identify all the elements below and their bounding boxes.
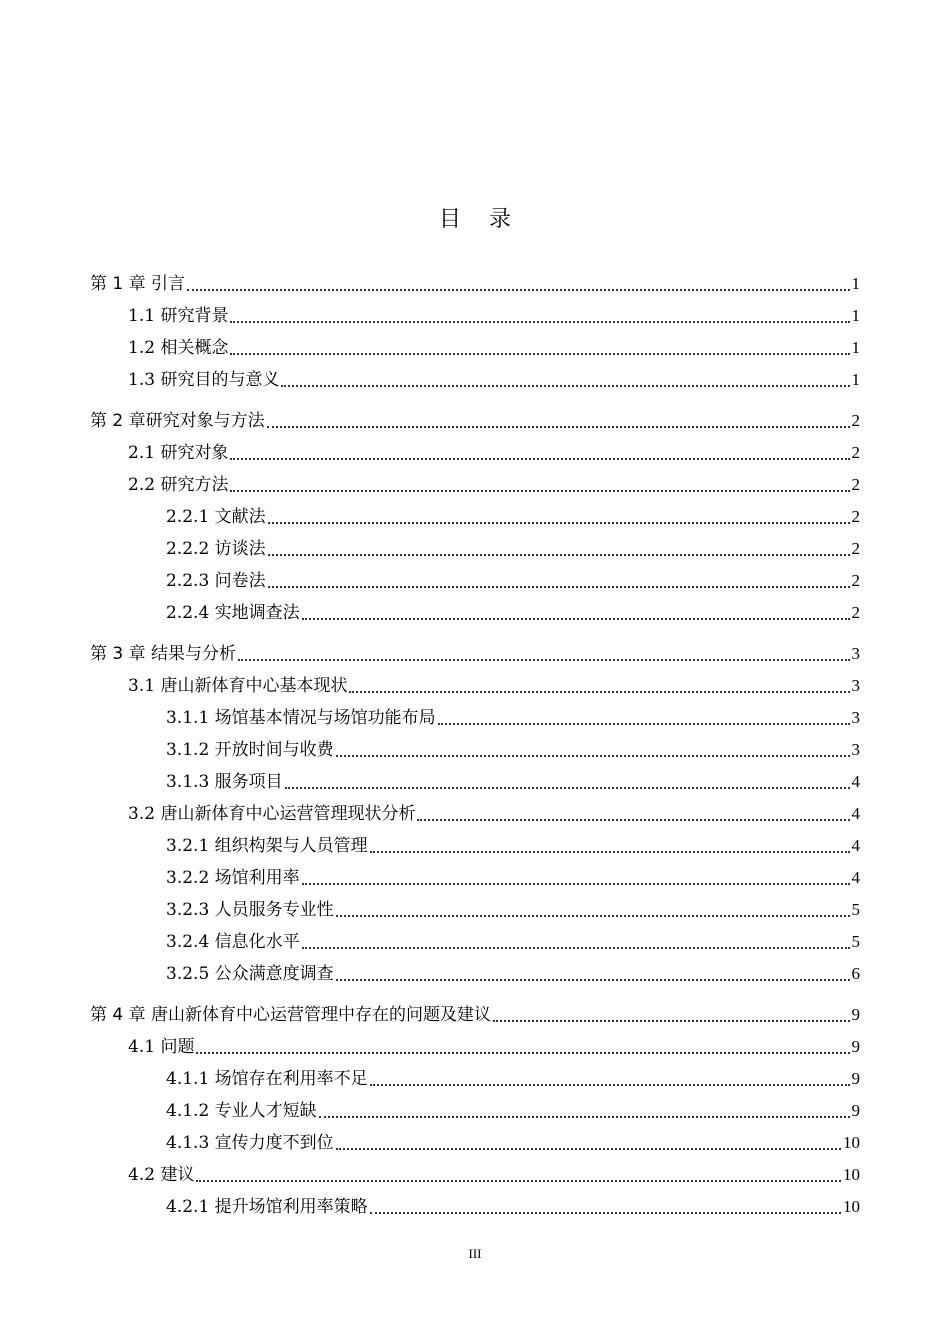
- toc-entry-text: 3.2.3 人员服务专业性: [166, 900, 334, 920]
- toc-entry[interactable]: [90, 437, 860, 469]
- toc-entry-page: 1: [851, 370, 860, 389]
- toc-entry-text: 第 3 章 结果与分析: [90, 644, 237, 664]
- toc-dot-leader: [368, 1063, 852, 1095]
- toc-title: [0, 202, 950, 233]
- toc-dot-leader: [300, 597, 852, 629]
- toc-entry-text: 3.2.5 公众满意度调查: [166, 964, 334, 984]
- toc-dot-leader: [283, 766, 852, 798]
- toc-entry-page: 2: [851, 571, 860, 590]
- toc-entry[interactable]: [90, 638, 860, 670]
- toc-entry-page: 9: [851, 1005, 860, 1024]
- toc-entry[interactable]: [90, 894, 860, 926]
- toc-entry-page: 4: [851, 804, 860, 823]
- toc-entry[interactable]: [90, 862, 860, 894]
- toc-dot-leader: [334, 1127, 843, 1159]
- toc-entry-text: 3.2.1 组织构架与人员管理: [166, 836, 368, 856]
- toc-entry[interactable]: [90, 533, 860, 565]
- toc-dot-leader: [185, 268, 851, 300]
- toc-entry-page: 9: [851, 1037, 860, 1056]
- toc-entry-page: 5: [851, 900, 860, 919]
- toc-entry-text: 4.1.3 宣传力度不到位: [166, 1133, 334, 1153]
- toc-entry-page: 3: [851, 708, 860, 727]
- toc-dot-leader: [194, 1159, 843, 1191]
- toc-entry-text: 3.2.2 场馆利用率: [166, 868, 300, 888]
- toc-entry-text: 第 1 章 引言: [90, 274, 186, 294]
- toc-entry[interactable]: [90, 1127, 860, 1159]
- toc-entry[interactable]: [90, 702, 860, 734]
- toc-entry-text: 4.2 建议: [128, 1165, 195, 1185]
- toc-entry[interactable]: [90, 958, 860, 990]
- toc-entry-page: 3: [851, 676, 860, 695]
- toc-dot-leader: [228, 332, 851, 364]
- toc-entry-page: 10: [843, 1165, 860, 1184]
- toc-entry[interactable]: [90, 364, 860, 396]
- toc-dot-leader: [491, 999, 851, 1031]
- toc-dot-leader: [228, 469, 851, 501]
- toc-dot-leader: [228, 300, 851, 332]
- toc-entry[interactable]: [90, 1191, 860, 1223]
- toc-entry-page: 2: [851, 411, 860, 430]
- toc-entry-text: 3.1.3 服务项目: [166, 772, 283, 792]
- toc-title-char-2: 录: [489, 207, 512, 232]
- toc-entry[interactable]: [90, 766, 860, 798]
- toc-entry-page: 2: [851, 507, 860, 526]
- toc-dot-leader: [368, 1191, 843, 1223]
- toc-dot-leader: [415, 798, 851, 830]
- toc-entry-text: 4.1.2 专业人才短缺: [166, 1101, 317, 1121]
- toc-entry-text: 2.1 研究对象: [128, 443, 229, 463]
- toc-entry-page: 2: [851, 443, 860, 462]
- toc-entry-page: 1: [851, 274, 860, 293]
- toc-entry-page: 2: [851, 603, 860, 622]
- toc-dot-leader: [194, 1031, 851, 1063]
- toc-entry-text: 第 4 章 唐山新体育中心运营管理中存在的问题及建议: [90, 1005, 492, 1025]
- toc-entry-page: 2: [851, 475, 860, 494]
- toc-entry-page: 6: [851, 964, 860, 983]
- toc-entry[interactable]: [90, 597, 860, 629]
- toc-dot-leader: [317, 1095, 852, 1127]
- toc-entry[interactable]: [90, 501, 860, 533]
- toc-dot-leader: [266, 565, 852, 597]
- toc-entry-page: 10: [843, 1133, 860, 1152]
- toc-entry-text: 4.1.1 场馆存在利用率不足: [166, 1069, 368, 1089]
- toc-dot-leader: [266, 533, 852, 565]
- toc-title-char-1: 目: [438, 207, 461, 232]
- toc-entry[interactable]: [90, 405, 860, 437]
- toc-entry-text: 3.2.4 信息化水平: [166, 932, 300, 952]
- toc-entry-text: 2.2 研究方法: [128, 475, 229, 495]
- toc-entry-page: 4: [851, 836, 860, 855]
- toc-dot-leader: [334, 734, 852, 766]
- toc-entry[interactable]: [90, 670, 860, 702]
- toc-entry-text: 1.2 相关概念: [128, 338, 229, 358]
- toc-dot-leader: [334, 958, 852, 990]
- toc-entry-page: 5: [851, 932, 860, 951]
- toc-dot-leader: [300, 862, 852, 894]
- toc-dot-leader: [236, 638, 851, 670]
- toc-entry[interactable]: [90, 1031, 860, 1063]
- table-of-contents: [90, 268, 860, 1223]
- toc-dot-leader: [436, 702, 852, 734]
- toc-entry-page: 3: [851, 740, 860, 759]
- toc-entry-text: 1.1 研究背景: [128, 306, 229, 326]
- toc-entry-text: 3.1 唐山新体育中心基本现状: [128, 676, 348, 696]
- toc-entry-page: 4: [851, 772, 860, 791]
- toc-entry-text: 2.2.4 实地调查法: [166, 603, 300, 623]
- toc-entry-page: 1: [851, 338, 860, 357]
- toc-dot-leader: [228, 437, 851, 469]
- toc-entry-text: 2.2.3 问卷法: [166, 571, 266, 591]
- toc-dot-leader: [368, 830, 852, 862]
- toc-entry[interactable]: [90, 926, 860, 958]
- toc-entry-text: 2.2.2 访谈法: [166, 539, 266, 559]
- toc-entry[interactable]: [90, 300, 860, 332]
- toc-entry-page: 3: [851, 644, 860, 663]
- toc-entry[interactable]: [90, 1095, 860, 1127]
- toc-entry[interactable]: [90, 469, 860, 501]
- toc-dot-leader: [265, 405, 852, 437]
- toc-entry-page: 10: [843, 1197, 860, 1216]
- toc-entry-text: 3.1.2 开放时间与收费: [166, 740, 334, 760]
- toc-entry[interactable]: [90, 565, 860, 597]
- toc-entry-text: 4.1 问题: [128, 1037, 195, 1057]
- toc-entry[interactable]: [90, 268, 860, 300]
- toc-entry-text: 4.2.1 提升场馆利用率策略: [166, 1197, 368, 1217]
- toc-entry[interactable]: [90, 1063, 860, 1095]
- toc-entry[interactable]: [90, 830, 860, 862]
- toc-dot-leader: [334, 894, 852, 926]
- toc-entry[interactable]: [90, 734, 860, 766]
- toc-entry-page: 1: [851, 306, 860, 325]
- toc-entry-page: 4: [851, 868, 860, 887]
- toc-entry[interactable]: [90, 1159, 860, 1191]
- toc-entry-text: 3.2 唐山新体育中心运营管理现状分析: [128, 804, 416, 824]
- toc-entry-text: 1.3 研究目的与意义: [128, 370, 280, 390]
- toc-entry[interactable]: [90, 332, 860, 364]
- toc-entry-page: 2: [851, 539, 860, 558]
- toc-dot-leader: [279, 364, 851, 396]
- toc-entry-text: 第 2 章研究对象与方法: [90, 411, 265, 431]
- toc-entry-page: 9: [851, 1069, 860, 1088]
- toc-entry-text: 3.1.1 场馆基本情况与场馆功能布局: [166, 708, 436, 728]
- page-number: III: [468, 1246, 482, 1261]
- toc-dot-leader: [266, 501, 852, 533]
- toc-entry-page: 9: [851, 1101, 860, 1120]
- toc-entry-text: 2.2.1 文献法: [166, 507, 266, 527]
- toc-entry[interactable]: [90, 999, 860, 1031]
- toc-dot-leader: [300, 926, 852, 958]
- toc-entry[interactable]: [90, 798, 860, 830]
- toc-dot-leader: [347, 670, 851, 702]
